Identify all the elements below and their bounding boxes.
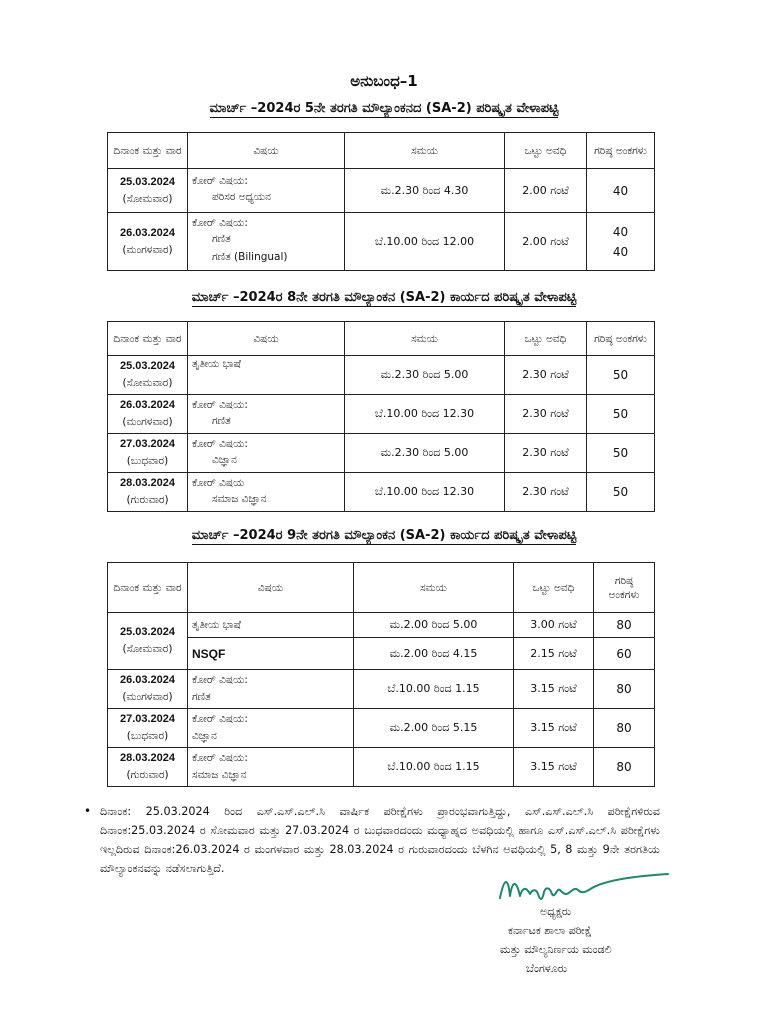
signatory-city: ಬೆಂಗಳೂರು <box>526 962 568 975</box>
date-column-header: ದಿನಾಂಕ ಮತ್ತು ವಾರ <box>108 322 188 356</box>
marks-cell: 80 <box>594 613 655 638</box>
subject-cell: ಕೋರ್ ವಿಷಯ: ಗಣಿತ ಗಣಿತ (Bilingual) <box>188 213 345 271</box>
date-cell: 28.03.2024 (ಗುರುವಾರ) <box>108 748 188 787</box>
signatory-org-line1: ಕರ್ನಾಟಕ ಶಾಲಾ ಪರೀಕ್ಷೆ <box>508 924 592 937</box>
time-cell: ಮ.2.00 ರಿಂದ 4.15 <box>354 638 514 670</box>
marks-cell: 80 <box>594 748 655 787</box>
note-paragraph <box>84 802 660 878</box>
table-row <box>108 709 655 748</box>
signatory-org-line2: ಮತ್ತು ಮೌಲ್ಯನಿರ್ಣಯ ಮಂಡಲಿ <box>500 943 612 956</box>
class8-heading: ಮಾರ್ಚ್ –2024ರ 8ನೇ ತರಗತಿ ಮೌಲ್ಯಾಂಕನ (SA-2) ಕಾರ್ಯದ ಪರಿಷ್ಕೃತ ವೇಳಾಪಟ್ಟಿ <box>191 290 577 305</box>
duration-cell: 3.15 ಗಂಟೆ <box>514 670 594 709</box>
marks-cell: 50 <box>587 434 655 473</box>
table-row <box>108 473 655 512</box>
table-row <box>108 613 655 638</box>
subject-cell: ಕೋರ್ ವಿಷಯ ಸಮಾಜ ವಿಜ್ಞಾನ <box>188 473 345 512</box>
subject-cell: ಕೋರ್ ವಿಷಯ: ಗಣಿತ <box>188 395 345 434</box>
time-cell: ಬೆ.10.00 ರಿಂದ 12.00 <box>345 213 505 271</box>
time-column-header: ಸಮಯ <box>354 563 514 613</box>
class9-schedule-table <box>107 562 655 787</box>
date-column-header: ದಿನಾಂಕ ಮತ್ತು ವಾರ <box>108 133 188 169</box>
table-row <box>108 434 655 473</box>
date-cell: 28.03.2024 (ಗುರುವಾರ) <box>108 473 188 512</box>
table-row <box>108 213 655 271</box>
marks-column-header: ಗರಿಷ್ಠ ಅಂಕಗಳು <box>587 322 655 356</box>
marks-column-header: ಗರಿಷ್ಠ ಅಂಕಗಳು <box>594 563 655 613</box>
class9-heading: ಮಾರ್ಚ್ –2024ರ 9ನೇ ತರಗತಿ ಮೌಲ್ಯಾಂಕನ (SA-2) ಕಾರ್ಯದ ಪರಿಷ್ಕೃತ ವೇಳಾಪಟ್ಟಿ <box>191 528 577 543</box>
marks-cell: 80 <box>594 670 655 709</box>
time-cell: ಬೆ.10.00 ರಿಂದ 1.15 <box>354 748 514 787</box>
duration-cell: 2.00 ಗಂಟೆ <box>505 213 587 271</box>
table-row <box>108 169 655 213</box>
duration-cell: 3.15 ಗಂಟೆ <box>514 748 594 787</box>
table-header-row <box>108 133 655 169</box>
class5-heading: ಮಾರ್ಚ್ –2024ರ 5ನೇ ತರಗತಿ ಮೌಲ್ಯಾಂಕನದ (SA-2) ಪರಿಷ್ಕೃತ ವೇಳಾಪಟ್ಟಿ <box>209 101 559 116</box>
time-column-header: ಸಮಯ <box>345 322 505 356</box>
date-cell: 26.03.2024 (ಮಂಗಳವಾರ) <box>108 395 188 434</box>
signatory-block <box>500 902 700 978</box>
marks-cell: 80 <box>594 709 655 748</box>
marks-cell: 40 <box>587 169 655 213</box>
subject-cell: ಕೋರ್ ವಿಷಯ: ಗಣಿತ <box>188 670 354 709</box>
table-header-row <box>108 563 655 613</box>
date-column-header: ದಿನಾಂಕ ಮತ್ತು ವಾರ <box>108 563 188 613</box>
table-row <box>108 395 655 434</box>
subject-column-header: ವಿಷಯ <box>188 133 345 169</box>
table-row <box>108 670 655 709</box>
subject-column-header: ವಿಷಯ <box>188 322 345 356</box>
duration-cell: 2.00 ಗಂಟೆ <box>505 169 587 213</box>
duration-cell: 3.15 ಗಂಟೆ <box>514 709 594 748</box>
time-cell: ಬೆ.10.00 ರಿಂದ 12.30 <box>345 473 505 512</box>
subject-cell: ತೃತೀಯ ಭಾಷೆ <box>188 356 345 395</box>
marks-cell: 50 <box>587 395 655 434</box>
date-cell: 26.03.2024 (ಮಂಗಳವಾರ) <box>108 213 188 271</box>
duration-cell: 2.30 ಗಂಟೆ <box>505 356 587 395</box>
subject-column-header: ವಿಷಯ <box>188 563 354 613</box>
duration-column-header: ಒಟ್ಟು ಅವಧಿ <box>514 563 594 613</box>
subject-cell: ಕೋರ್ ವಿಷಯ: ವಿಜ್ಞಾನ <box>188 434 345 473</box>
subject-cell: ತೃತೀಯ ಭಾಷೆ <box>188 613 354 638</box>
date-cell: 25.03.2024 (ಸೋಮವಾರ) <box>108 613 188 670</box>
time-cell: ಮ.2.30 ರಿಂದ 5.00 <box>345 434 505 473</box>
time-cell: ಮ.2.00 ರಿಂದ 5.00 <box>354 613 514 638</box>
time-cell: ಬೆ.10.00 ರಿಂದ 1.15 <box>354 670 514 709</box>
subject-cell: ಕೋರ್ ವಿಷಯ: ವಿಜ್ಞಾನ <box>188 709 354 748</box>
time-cell: ಮ.2.00 ರಿಂದ 5.15 <box>354 709 514 748</box>
table-row <box>108 748 655 787</box>
table-row <box>108 638 655 670</box>
date-cell: 26.03.2024 (ಮಂಗಳವಾರ) <box>108 670 188 709</box>
marks-cell: 50 <box>587 356 655 395</box>
table-header-row <box>108 322 655 356</box>
date-cell: 25.03.2024 (ಸೋಮವಾರ) <box>108 169 188 213</box>
subject-cell: ಕೋರ್ ವಿಷಯ: ಪರಿಸರ ಅಧ್ಯಯನ <box>188 169 345 213</box>
duration-column-header: ಒಟ್ಟು ಅವಧಿ <box>505 133 587 169</box>
date-cell: 25.03.2024 (ಸೋಮವಾರ) <box>108 356 188 395</box>
duration-cell: 3.00 ಗಂಟೆ <box>514 613 594 638</box>
time-cell: ಮ.2.30 ರಿಂದ 4.30 <box>345 169 505 213</box>
subject-cell: NSQF <box>188 638 354 670</box>
time-cell: ಮ.2.30 ರಿಂದ 5.00 <box>345 356 505 395</box>
class5-schedule-table <box>107 132 655 271</box>
date-cell: 27.03.2024 (ಬುಧವಾರ) <box>108 709 188 748</box>
table-row <box>108 356 655 395</box>
annex-title: ಅನುಬಂಧ–1 <box>350 72 418 90</box>
class8-schedule-table <box>107 321 655 512</box>
note-text: ದಿನಾಂಕ: 25.03.2024 ರಿಂದ ಎಸ್.ಎಸ್.ಎಲ್.ಸಿ ವಾರ್ಷಿಕ ಪರೀಕ್ಷೆಗಳು ಪ್ರಾರಂಭವಾಗುತ್ತಿದ್ದು, ಎಸ್.ಎಸ್.ಎಲ್.ಸಿ ಪರೀಕ್ಷೆಗಳಿರುವ ದಿನಾಂಕ:25.03.2024 ರ ಸೋಮವಾರ ಮತ್ತು 27.03.2024 ರ ಬುಧವಾರದಂದು ಮಧ್ಯಾಹ್ನದ ಅವಧಿಯಲ್ಲಿ ಹಾಗೂ ಎಸ್.ಎಸ್.ಎಲ್.ಸಿ ಪರೀಕ್ಷೆಗಳು ಇಲ್ಲದಿರುವ ದಿನಾಂಕ:26.03.2024 ರ ಮಂಗಳವಾರ ಮತ್ತು 28.03.2024 ರ ಗುರುವಾರದಂದು ಬೆಳಗಿನ ಅವಧಿಯಲ್ಲಿ 5, 8 ಮತ್ತು 9ನೇ ತರಗತಿಯ ಮೌಲ್ಯಾಂಕನವನ್ನು ನಡೆಸಲಾಗುತ್ತಿದೆ. <box>100 805 660 875</box>
signatory-title: ಅಧ್ಯಕ್ಷರು <box>540 905 572 918</box>
time-column-header: ಸಮಯ <box>345 133 505 169</box>
duration-cell: 2.30 ಗಂಟೆ <box>505 473 587 512</box>
marks-cell: 50 <box>587 473 655 512</box>
subject-cell: ಕೋರ್ ವಿಷಯ: ಸಮಾಜ ವಿಜ್ಞಾನ <box>188 748 354 787</box>
marks-cell: 40 40 <box>587 213 655 271</box>
duration-cell: 2.30 ಗಂಟೆ <box>505 395 587 434</box>
bullet-icon: • <box>84 804 92 818</box>
duration-column-header: ಒಟ್ಟು ಅವಧಿ <box>505 322 587 356</box>
marks-cell: 60 <box>594 638 655 670</box>
date-cell: 27.03.2024 (ಬುಧವಾರ) <box>108 434 188 473</box>
duration-cell: 2.15 ಗಂಟೆ <box>514 638 594 670</box>
duration-cell: 2.30 ಗಂಟೆ <box>505 434 587 473</box>
time-cell: ಬೆ.10.00 ರಿಂದ 12.30 <box>345 395 505 434</box>
marks-column-header: ಗರಿಷ್ಠ ಅಂಕಗಳು <box>587 133 655 169</box>
